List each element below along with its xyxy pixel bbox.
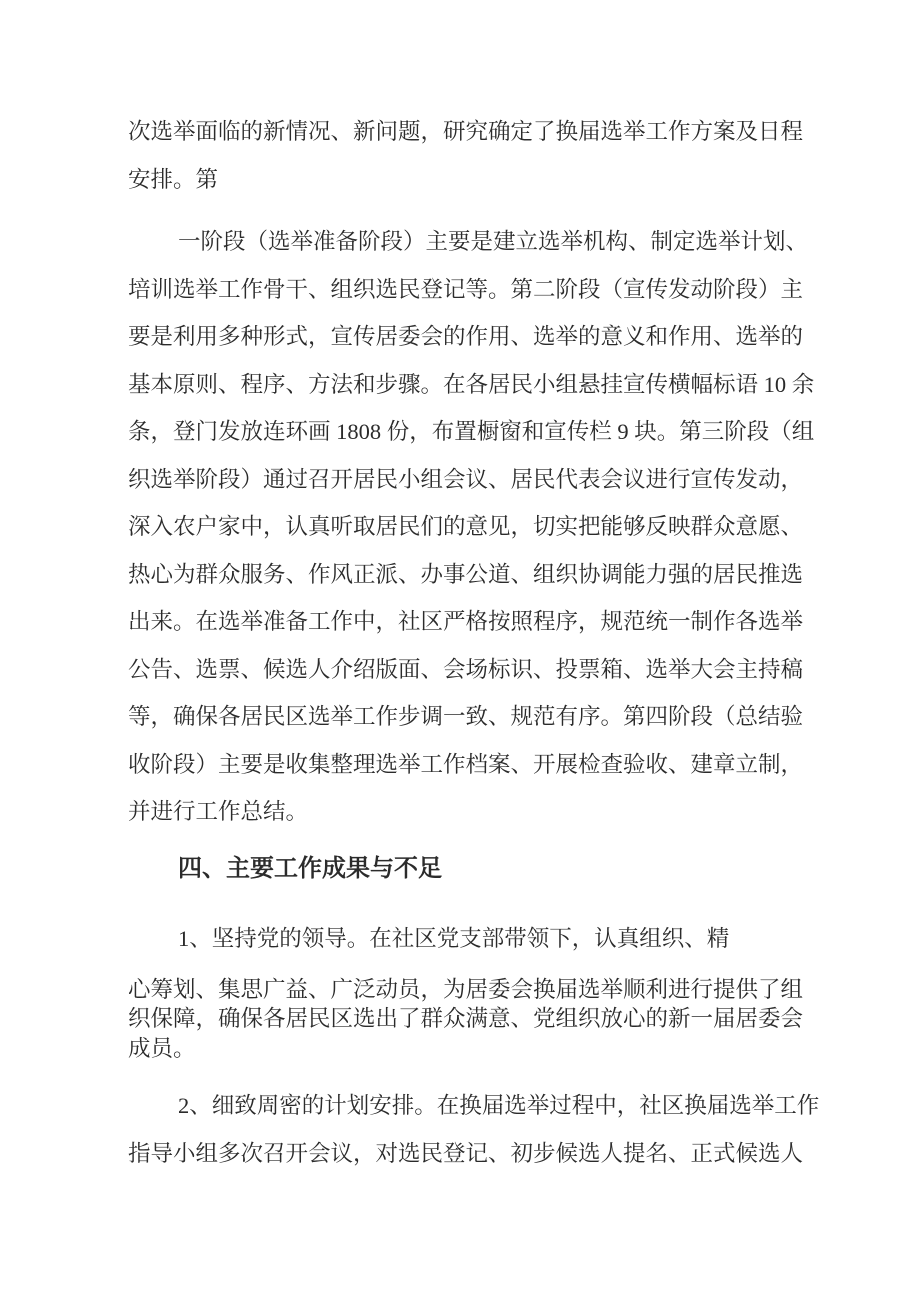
text-line: 2、细致周密的计划安排。在换届选举过程中，社区换届选举工作 [178,1093,820,1118]
text-line: 并进行工作总结。 [128,799,309,824]
paragraph [128,975,808,1064]
text-line: 织选举阶段）通过召开居民小组会议、居民代表会议进行宣传发动， [128,466,804,492]
paragraph [128,915,808,963]
text-line: 公告、选票、候选人介绍版面、会场标识、投票箱、选举大会主持稿 [128,656,804,682]
text-line: 深入农户家中，认真听取居民们的意见，切实把能够反映群众意愿、 [128,514,804,539]
text-line: 心筹划、集思广益、广泛动员，为居委会换届选举顺利进行提供了组 [128,976,804,1002]
text-line: 热心为群众服务、作风正派、办事公道、组织协调能力强的居民推选 [128,561,804,587]
text-line: 基本原则、程序、方法和步骤。在各居民小组悬挂宣传横幅标语 10 余 [128,371,815,397]
text-line: 安排。第 [128,166,219,192]
text-line: 培训选举工作骨干、组织选民登记等。第二阶段（宣传发动阶段）主 [128,276,804,302]
paragraph [128,1082,820,1177]
text-line: 成员。 [128,1035,196,1061]
section-heading [128,846,808,894]
text-line: 一阶段（选举准备阶段）主要是建立选举机构、制定选举计划、 [178,229,809,254]
text-line: 要是利用多种形式，宣传居委会的作用、选举的意义和作用、选举的 [128,324,804,349]
document-content [128,0,820,1177]
paragraph [128,218,815,836]
text-line: 条，登门发放连环画 1808 份，布置橱窗和宣传栏 9 块。第三阶段（组 [128,419,815,444]
text-line: 织保障，确保各居民区选出了群众满意、党组织放心的新一届居委会 [128,1006,804,1031]
heading-text-line: 四、主要工作成果与不足 [178,855,442,882]
paragraph [128,108,808,203]
text-line: 次选举面临的新情况、新问题，研究确定了换届选举工作方案及日程 [128,119,804,144]
text-line: 指导小组多次召开会议，对选民登记、初步候选人提名、正式候选人 [128,1140,804,1166]
text-line: 1、坚持党的领导。在社区党支部带领下，认真组织、精 [178,926,730,951]
text-line: 等，确保各居民区选举工作步调一致、规范有序。第四阶段（总结验 [128,704,804,729]
text-line: 收阶段）主要是收集整理选举工作档案、开展检查验收、建章立制， [128,751,804,777]
text-line: 出来。在选举准备工作中，社区严格按照程序，规范统一制作各选举 [128,609,804,634]
